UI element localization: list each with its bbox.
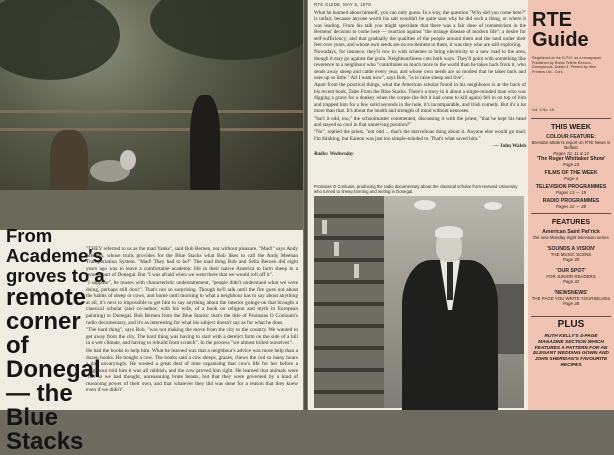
masthead — [532, 10, 589, 50]
registration-note: Registered at the G.P.O. as a newspaper. Published by Radio Telefís Éireann, Donnybrook, Dublin 4. Printed by Irish Printers Ltd., Cork. — [532, 56, 602, 74]
man-hair — [435, 226, 463, 238]
headline-line: corner — [6, 308, 81, 335]
man-tie — [447, 262, 453, 300]
feature-item-title: American Saint Pat'rick — [542, 229, 600, 235]
seated-woman — [50, 130, 88, 190]
contents-item-page: Pages 13 — 19 — [555, 190, 587, 196]
features-heading: FEATURES — [551, 217, 591, 226]
feature-item-page: Page 38 — [562, 301, 580, 307]
lamb — [120, 150, 136, 170]
feature-item — [528, 229, 614, 240]
portrait-photo — [314, 196, 524, 408]
headline-line: of — [6, 332, 29, 359]
sidebar — [528, 0, 614, 410]
tree-foliage — [150, 0, 320, 60]
plus-description: RUTH KELLY'S 4-PAGE MAGAZINE SECTION WHICH FEATURES A PATTERN FOR AN ELEGANT WEDDING GOWN AND JOHN SHERIDAN'S FAVOURITE RECIPES — [533, 334, 609, 368]
feature-item — [528, 268, 614, 285]
masthead-line: RTE — [532, 9, 572, 31]
contents-item-title: TELEVISION PROGRAMMES — [535, 184, 607, 190]
feature-item-text: THE MUSIC SCENE — [550, 252, 592, 258]
ceiling-light — [414, 200, 436, 210]
article-body-right — [314, 10, 526, 158]
book-spine — [354, 264, 359, 278]
headline-line: Stacks — [6, 428, 84, 455]
book-spine — [334, 242, 339, 256]
running-head: RTE GUIDE, MAY 5, 1978 — [314, 2, 371, 7]
feature-item-page: Page 32 — [562, 279, 580, 285]
contents-item — [528, 156, 614, 167]
feature-item — [528, 246, 614, 263]
fence-rail — [0, 110, 303, 113]
body-paragraph: "THEY referred to us as the mad Yanks", said Bob Bernen, not without pleasure. "Mad!" says Andy Meehan, whose truck provides for the Blue Stacks what Bob likes to call the Andy Meehan Transportation System. "Mad! They had to be!" The mad thing Bob and Sella Bernen did eight years ago was to leave a comfortable academic life in their native America to farm sheep in a remote part of Donegal. But "I was afraid when we went there that we would roll off it". — [86, 246, 298, 279]
feature-item-text: the new Monday night television series — [533, 235, 609, 241]
contents-item — [528, 184, 614, 195]
tree-foliage — [0, 0, 120, 80]
contents-item — [528, 170, 614, 181]
contents-item-text: Brendan Martin's report on RTE News in Belfast — [531, 140, 611, 151]
contents-item-title: FILMS OF THE WEEK — [544, 170, 598, 176]
divider — [531, 213, 611, 214]
headline-line: remote — [6, 284, 87, 311]
divider — [531, 316, 611, 317]
contents-item-page: Pages 22 — 28 — [555, 204, 587, 210]
body-paragraph: He had the books to help him. What he learned was that a neighbour's advice was more help than a dozen books. He bought a cow. The books said a cow sleeps, grazes, chews the cud so many hours a day unvaryingly. He wasted a great deal of time organising that cow's life for her before a neighbour told him it was all rubbish, and the cow proved him right. He learned that animals were "not so we had thought, unreasoning brute beasts, but that they were governed by a kind of reasoning power of their own, and that whatever they did was done for a reason that they knew even if we didn't". — [86, 347, 298, 394]
this-week-heading: THIS WEEK — [551, 122, 591, 131]
contents-item-title: COLOUR FEATURE: — [546, 134, 596, 140]
body-paragraph: What he learned about himself, you can only guess. In a way, the question "Why did you come here?" is unfair, because anyone worth his salt wouldn't be quite sure why he did such a thing, or where it was leading. From his talk you might speculate that there was a fair dose of romanticism in the Bernens' decision to come here — reaction against "the strange disease of modern life"; a desire for self-sufficiency; and that gradually the qualities of the people around them and the land under their feet over years, and whose own seeds are no excitement to them, it was they who are still exploring. — [314, 10, 526, 49]
plus-heading: PLUS — [557, 319, 585, 330]
contents-item-title: RADIO PROGRAMMES — [542, 198, 600, 204]
divider — [531, 118, 611, 119]
article-body-left — [86, 246, 298, 395]
contents-item-page: Pages 10, 11 & 12 — [553, 150, 589, 156]
ground — [0, 190, 303, 230]
contents-item — [528, 134, 614, 156]
photo-caption: Proinsias O Conluain: producing the radio documentary about the classical scholar from Harvard University who turned to sheep farming and writing in Donegal. — [314, 184, 518, 195]
feature-item-page: Page 30 — [562, 257, 580, 263]
body-paragraph: "No", replied the priest, "not odd ... that's the marvellous thing about it. Anyone else would go mad, I'm thinking, but Eamon was just too simple-minded to. That's what saved him." — [314, 129, 526, 142]
contents-item — [528, 198, 614, 209]
feature-item-title: 'SOUNDS A VISION' — [546, 246, 596, 252]
headline-line: From Academe's groves to a — [6, 225, 105, 286]
standing-man — [190, 95, 220, 195]
feature-item-title: 'OUR SPOT' — [556, 268, 586, 274]
headline-line: Blue — [6, 404, 59, 431]
feature-item-text: FOR JUNIOR READERS — [546, 274, 596, 280]
farm-photo — [0, 0, 303, 220]
masthead-line: Guide — [532, 29, 589, 51]
left-page — [0, 0, 303, 455]
body-paragraph: "The hard thing", says Bob, "was not making the move from the city to the country. We wanted to get away from the city. The hard thing was having to start with a derelict farm on the side of a hill in a wet climate, and having to rebuild from scratch". In the process "we almost killed ourselves". — [86, 327, 298, 347]
issue-number: Vol. 3 No. 18 — [532, 108, 554, 112]
feature-item-title: 'NEWSNEWS' — [554, 290, 588, 296]
headline-line: — the — [6, 380, 73, 407]
contents-item-title: 'The Roger Whittaker Show' — [536, 156, 606, 162]
feature-item-text: THE PAGE YOU WRITE YOURSELVES — [531, 296, 611, 302]
contents-item-page: Page 24 — [562, 162, 580, 168]
feature-item — [528, 290, 614, 307]
body-paragraph: Nowadays, for instance, they'll row in with schemes to bring electricity or a new road to the area, though it may go against the grain. Neighbourliness cuts both ways. They'll point with something like reverence to a neighbour who "contributes so much more to the world than he takes back from it, who sends away sheep and cattle every year, and whose own needs are so modest that he takes back and uses up so little." All I want now", says Bob, "is to raise sheep and live". — [314, 49, 526, 82]
body-paragraph: "I suppose", he muses with characteristic understatement, "people didn't understand what we were doing, perhaps still don't". That's not so surprising. Though he'll talk until the fire goes out about the habits of sheep or cows, and home until morning to what a neighbour has to say about anything at all, it's next to impossible to get him to say anything about the interior goings-on that brought a classical scholar (and co-author, with his wife, of a book on religion and myth in European painting) to Donegal. Bob Bernen from the Blue Stacks: that's the title of Proinsias O Conluain's radio documentary, and it's as interesting for what his subject doesn't say as for what he does. — [86, 279, 298, 326]
author-signature: — John Walsh — [493, 143, 526, 150]
headline-line: Donegal — [6, 356, 101, 383]
body-paragraph: "Isn't it odd, too," the schoolmaster commented, discussing it with the priest, "that he kept his head and stayed so cool in that unnerving position?" — [314, 115, 526, 128]
body-paragraph: Apart from the practical things, what the American scholar found in his neighbours is at the back of his recent book, Tales From the Blue Stacks. There's a story in it about a single-minded man who was digging a grave for a donkey when the corpse (he felt it had come to kill again) fell in on top of him and trapped him for a few solid seconds in the hole, it's incomparable, and Irish comedy. But it's a lot more than that. It's about the health and strength of mind without neuroses. — [314, 82, 526, 115]
fence-rail — [0, 128, 303, 131]
radio-schedule-tag: Radio: Wednesday — [314, 150, 354, 157]
book-spine — [322, 220, 327, 234]
ceiling-light — [484, 202, 502, 210]
contents-item-page: Page 4 — [564, 176, 578, 182]
